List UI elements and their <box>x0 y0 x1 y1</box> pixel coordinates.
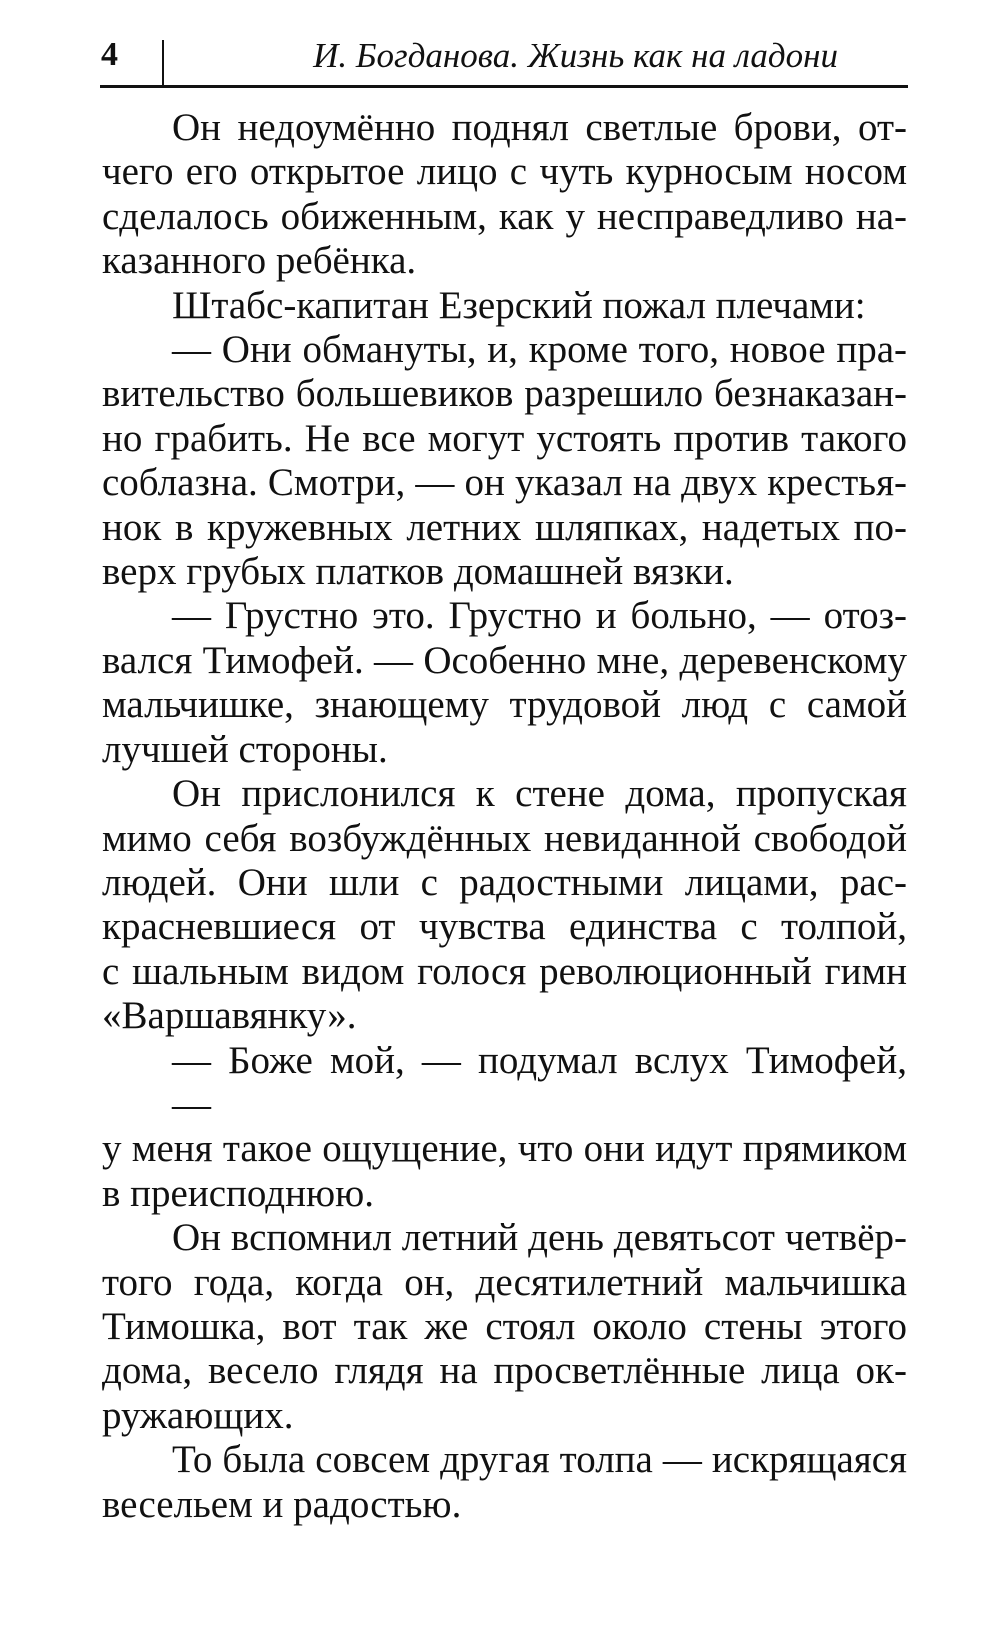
text-line: — Боже мой, — подумал вслух Тимофей, — <box>172 1038 907 1126</box>
paragraph <box>102 594 907 772</box>
paragraph <box>102 106 907 284</box>
text-line: дома, весело глядя на просветлённые лица ок- <box>102 1349 907 1393</box>
paragraph <box>102 328 907 594</box>
text-line: ружающих. <box>102 1393 294 1437</box>
text-line: сделалось обиженным, как у несправедливо на- <box>102 194 907 238</box>
paragraph <box>102 772 907 1038</box>
text-line: чего его открытое лицо с чуть курносым носом <box>102 150 907 194</box>
text-line: лучшей стороны. <box>102 727 388 771</box>
text-line: казанного ребёнка. <box>102 239 417 283</box>
text-line: у меня такое ощущение, что они идут прямиком <box>102 1127 907 1171</box>
text-line: Штабс-капитан Езерский пожал плечами: <box>172 283 866 327</box>
paragraph <box>102 1039 907 1217</box>
text-line: нок в кружевных летних шляпках, надетых по- <box>102 505 907 549</box>
text-line: верх грубых платков домашней вязки. <box>102 550 734 594</box>
text-line: Он прислонился к стене дома, пропуская <box>172 772 907 816</box>
text-line: с шальным видом голося революционный гимн <box>102 949 907 993</box>
text-line: красневшиеся от чувства единства с толпой, <box>102 905 907 949</box>
text-line: — Грустно это. Грустно и больно, — отоз- <box>172 594 907 638</box>
text-line: в преисподнюю. <box>102 1171 375 1215</box>
header-rule <box>100 85 908 88</box>
text-line: но грабить. Не все могут устоять против такого <box>102 416 907 460</box>
page-number: 4 <box>101 36 118 73</box>
text-line: соблазна. Смотри, — он указал на двух крестья- <box>102 461 907 505</box>
text-line: — Они обмануты, и, кроме того, новое пра- <box>172 328 907 372</box>
text-line: мальчишке, знающему трудовой люд с самой <box>102 683 907 727</box>
text-line: Он вспомнил летний день девятьсот четвёр- <box>172 1216 907 1260</box>
text-line: мимо себя возбуждённых невиданной свободой <box>102 816 907 860</box>
text-line: «Варшавянку». <box>102 994 357 1038</box>
text-line: То была совсем другая толпа — искрящаяся <box>172 1438 907 1482</box>
text-line: вительство большевиков разрешило безнаказан- <box>102 372 907 416</box>
text-line: Тимошка, вот так же стоял около стены этого <box>102 1304 907 1348</box>
header-divider <box>162 40 164 88</box>
body-text <box>102 106 907 1527</box>
text-line: того года, когда он, десятилетний мальчишка <box>102 1260 907 1304</box>
text-line: вался Тимофей. — Особенно мне, деревенскому <box>102 638 907 682</box>
text-line: весельем и радостью. <box>102 1482 462 1526</box>
running-title: И. Богданова. Жизнь как на ладони <box>313 36 838 75</box>
text-line: людей. Они шли с радостными лицами, рас- <box>102 860 907 904</box>
text-line: Он недоумённо поднял светлые брови, от- <box>172 106 907 149</box>
paragraph <box>102 284 907 328</box>
paragraph <box>102 1216 907 1438</box>
paragraph <box>102 1438 907 1527</box>
